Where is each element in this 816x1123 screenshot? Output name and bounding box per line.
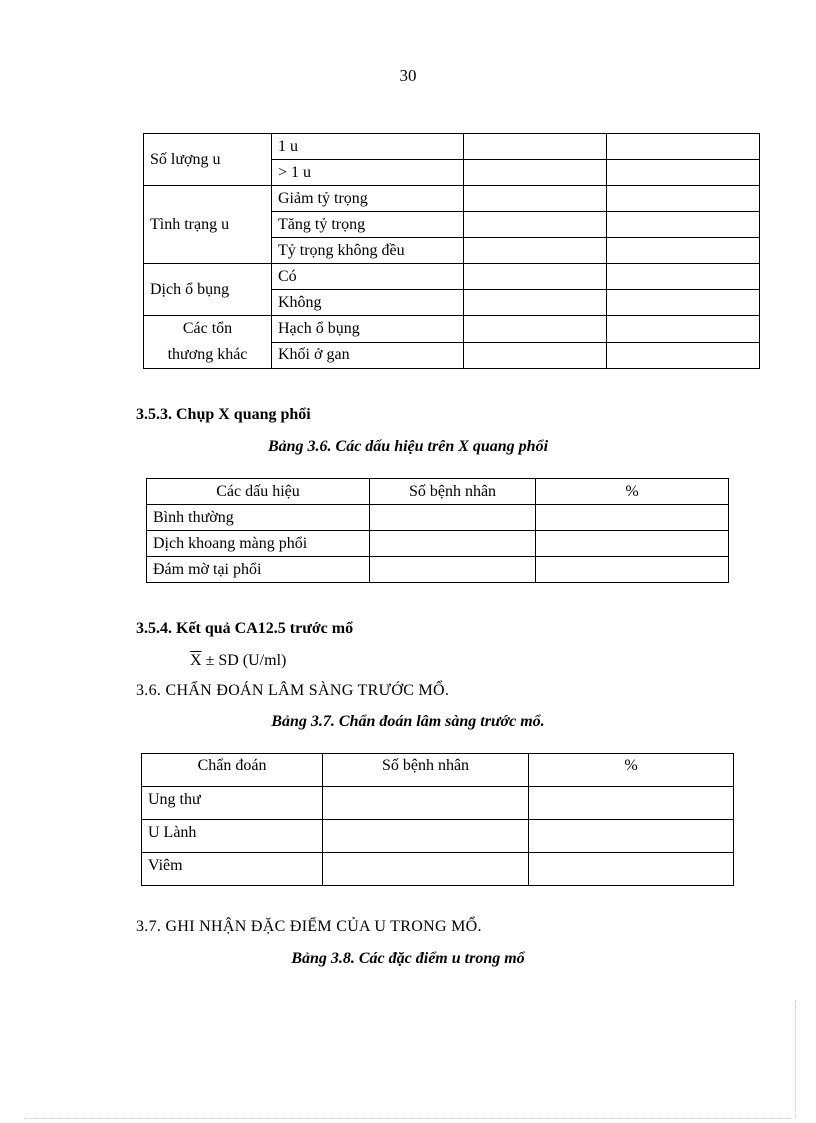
row-label: U Lành (142, 820, 323, 853)
empty-cell (464, 342, 607, 369)
formula-x-bar: $\overline{X}$ (190, 652, 202, 669)
row-label: Viêm (142, 853, 323, 886)
empty-cell (370, 531, 536, 557)
table-caption-3-8: Bảng 3.8. Các đặc điểm u trong mổ (291, 950, 525, 967)
page-edge-line (24, 1118, 792, 1119)
header-cell: Chẩn đoán (142, 754, 323, 787)
page-edge-side (795, 1000, 796, 1118)
empty-cell (464, 290, 607, 316)
row-label: 1 u (272, 134, 464, 160)
empty-cell (607, 290, 760, 316)
header-cell: Số bệnh nhân (323, 754, 529, 787)
row-label: Đám mờ tại phổi (147, 557, 370, 583)
group-label: Dịch ổ bụng (144, 264, 272, 316)
row-label: Bình thường (147, 505, 370, 531)
formula (190, 652, 286, 670)
section-heading-3-6: 3.6. CHẨN ĐOÁN LÂM SÀNG TRƯỚC MỔ. (136, 682, 450, 699)
group-label: Tình trạng u (144, 186, 272, 264)
table-caption-3-7: Bảng 3.7. Chẩn đoán lâm sàng trước mổ. (271, 713, 545, 730)
clinical-diagnosis-table (141, 753, 734, 886)
row-label: > 1 u (272, 160, 464, 186)
section-heading-3-5-4: 3.5.4. Kết quả CA12.5 trước mổ (136, 620, 354, 637)
section-heading-3-5-3: 3.5.3. Chụp X quang phổi (136, 406, 311, 423)
empty-cell (464, 238, 607, 264)
table-caption-3-6: Bảng 3.6. Các dấu hiệu trên X quang phổi (267, 438, 549, 455)
empty-cell (607, 238, 760, 264)
group-label: Số lượng u (144, 134, 272, 186)
empty-cell (464, 160, 607, 186)
header-cell: % (536, 479, 729, 505)
header-cell: Các dấu hiệu (147, 479, 370, 505)
empty-cell (607, 186, 760, 212)
header-cell: Số bệnh nhân (370, 479, 536, 505)
empty-cell (536, 557, 729, 583)
empty-cell (323, 787, 529, 820)
row-label: Không (272, 290, 464, 316)
empty-cell (370, 505, 536, 531)
empty-cell (607, 160, 760, 186)
empty-cell (536, 505, 729, 531)
empty-cell (323, 853, 529, 886)
group-label (144, 316, 272, 369)
group-label-line1: Các tổn (182, 320, 233, 337)
empty-cell (464, 316, 607, 343)
row-label: Tỷ trọng không đều (272, 238, 464, 264)
page-number: 30 (399, 66, 417, 85)
empty-cell (529, 787, 734, 820)
formula-rest: ± SD (U/ml) (201, 652, 287, 669)
empty-cell (464, 186, 607, 212)
row-label: Giảm tỷ trọng (272, 186, 464, 212)
empty-cell (529, 853, 734, 886)
row-label: Hạch ổ bụng (272, 316, 464, 343)
empty-cell (529, 820, 734, 853)
group-label-line2: thương khác (167, 346, 248, 363)
xray-signs-table (146, 478, 729, 583)
row-label: Tăng tỷ trọng (272, 212, 464, 238)
row-label: Có (272, 264, 464, 290)
empty-cell (370, 557, 536, 583)
empty-cell (464, 134, 607, 160)
empty-cell (323, 820, 529, 853)
empty-cell (464, 264, 607, 290)
tumor-characteristics-table (143, 133, 760, 369)
empty-cell (607, 316, 760, 343)
empty-cell (607, 342, 760, 369)
row-label: Khối ở gan (272, 342, 464, 369)
empty-cell (607, 264, 760, 290)
section-heading-3-7: 3.7. GHI NHẬN ĐẶC ĐIỂM CỦA U TRONG MỔ. (136, 918, 482, 935)
header-cell: % (529, 754, 734, 787)
empty-cell (464, 212, 607, 238)
row-label: Dịch khoang màng phổi (147, 531, 370, 557)
empty-cell (607, 134, 760, 160)
empty-cell (536, 531, 729, 557)
row-label: Ung thư (142, 787, 323, 820)
empty-cell (607, 212, 760, 238)
